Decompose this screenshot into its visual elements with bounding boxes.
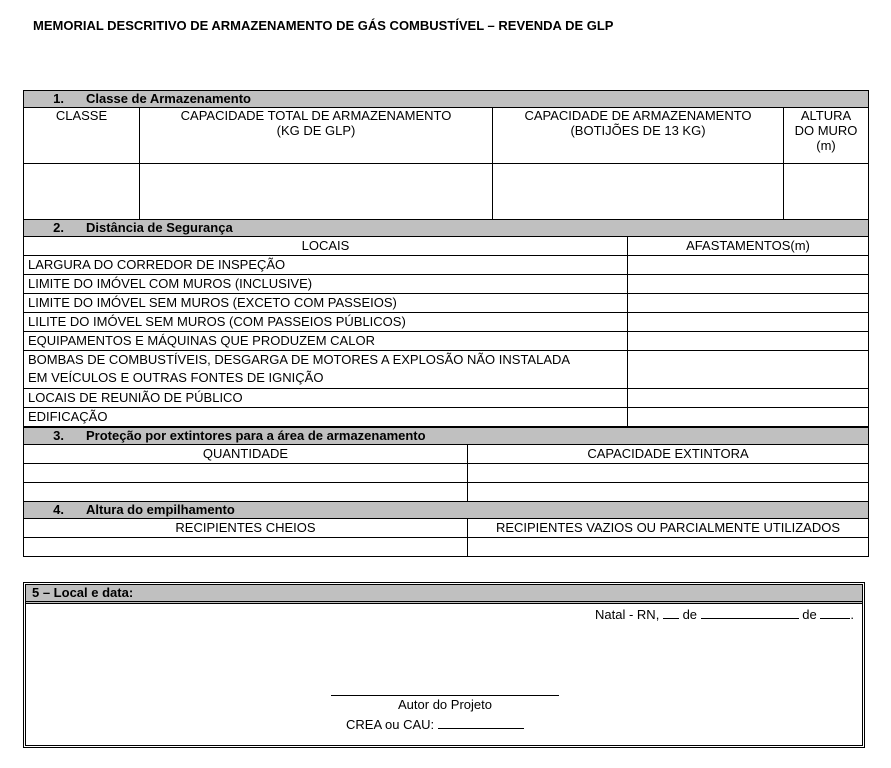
period: . (850, 607, 854, 622)
afastamento-input[interactable] (628, 332, 869, 351)
col-altura-muro: ALTURA DO MURO (m) (784, 108, 869, 164)
local-row: BOMBAS DE COMBUSTÍVEIS, DESGARGA DE MOTORES A EXPLOSÃO NÃO INSTALADA EM VEÍCULOS E OUTRAS FONTES DE IGNIÇÃO (24, 351, 628, 389)
capacidade-input[interactable] (468, 483, 869, 502)
section-3-header: 3. Proteção por extintores para a área de armazenamento (24, 428, 869, 445)
year-blank[interactable] (820, 606, 850, 619)
section-1-table (23, 90, 869, 220)
quantidade-input[interactable] (24, 483, 468, 502)
section-1-title: Classe de Armazenamento (86, 91, 251, 106)
crea-label: CREA ou CAU: (346, 717, 435, 732)
col-capacidade-extintora: CAPACIDADE EXTINTORA (468, 445, 869, 464)
col-capacidade-total: CAPACIDADE TOTAL DE ARMAZENAMENTO (KG DE GLP) (140, 108, 493, 164)
local-row: EQUIPAMENTOS E MÁQUINAS QUE PRODUZEM CALOR (24, 332, 628, 351)
col-recipientes-vazios: RECIPIENTES VAZIOS OU PARCIALMENTE UTILIZADOS (468, 519, 869, 538)
cheios-input[interactable] (24, 538, 468, 557)
day-blank[interactable] (663, 606, 679, 619)
section-5-header: 5 – Local e data: (26, 585, 862, 604)
col-recipientes-cheios: RECIPIENTES CHEIOS (24, 519, 468, 538)
quantidade-input[interactable] (24, 464, 468, 483)
afastamento-input[interactable] (628, 389, 869, 408)
local-row: LOCAIS DE REUNIÃO DE PÚBLICO (24, 389, 628, 408)
col-capacidade-botijoes: CAPACIDADE DE ARMAZENAMENTO (BOTIJÕES DE 13 KG) (493, 108, 784, 164)
capacidade-input[interactable] (468, 464, 869, 483)
section-4-header: 4. Altura do empilhamento (24, 502, 869, 519)
afastamento-input[interactable] (628, 294, 869, 313)
col-quantidade: QUANTIDADE (24, 445, 468, 464)
sections-2-4-table (23, 219, 869, 427)
city-label: Natal - RN, (595, 607, 660, 622)
crea-line (346, 716, 524, 732)
section-2-header: 2. Distância de Segurança (24, 220, 869, 237)
section-1-header (24, 91, 869, 108)
de-label: de (682, 607, 698, 622)
month-blank[interactable] (701, 606, 799, 619)
afastamento-input[interactable] (628, 408, 869, 427)
input-capacidade-botijoes[interactable] (493, 164, 784, 220)
de-label: de (802, 607, 817, 622)
input-altura-muro[interactable] (784, 164, 869, 220)
local-row: LIMITE DO IMÓVEL SEM MUROS (EXCETO COM PASSEIOS) (24, 294, 628, 313)
col-classe: CLASSE (24, 108, 140, 164)
date-line (595, 606, 854, 622)
input-capacidade-total[interactable] (140, 164, 493, 220)
local-row: LIMITE DO IMÓVEL COM MUROS (INCLUSIVE) (24, 275, 628, 294)
section-1-number: 1. (53, 91, 64, 106)
section-3-table (23, 427, 869, 557)
local-row: LILITE DO IMÓVEL SEM MUROS (COM PASSEIOS PÚBLICOS) (24, 313, 628, 332)
local-row: EDIFICAÇÃO (24, 408, 628, 427)
col-locais: LOCAIS (24, 237, 628, 256)
afastamento-input[interactable] (628, 313, 869, 332)
afastamento-input[interactable] (628, 351, 869, 389)
crea-blank[interactable] (438, 716, 524, 729)
afastamento-input[interactable] (628, 256, 869, 275)
input-classe[interactable] (24, 164, 140, 220)
col-afastamentos: AFASTAMENTOS(m) (628, 237, 869, 256)
vazios-input[interactable] (468, 538, 869, 557)
section-5-box (23, 582, 865, 748)
document-title: MEMORIAL DESCRITIVO DE ARMAZENAMENTO DE GÁS COMBUSTÍVEL – REVENDA DE GLP (33, 18, 614, 33)
afastamento-input[interactable] (628, 275, 869, 294)
local-row: LARGURA DO CORREDOR DE INSPEÇÃO (24, 256, 628, 275)
author-signature-line[interactable]: Autor do Projeto (331, 695, 559, 712)
